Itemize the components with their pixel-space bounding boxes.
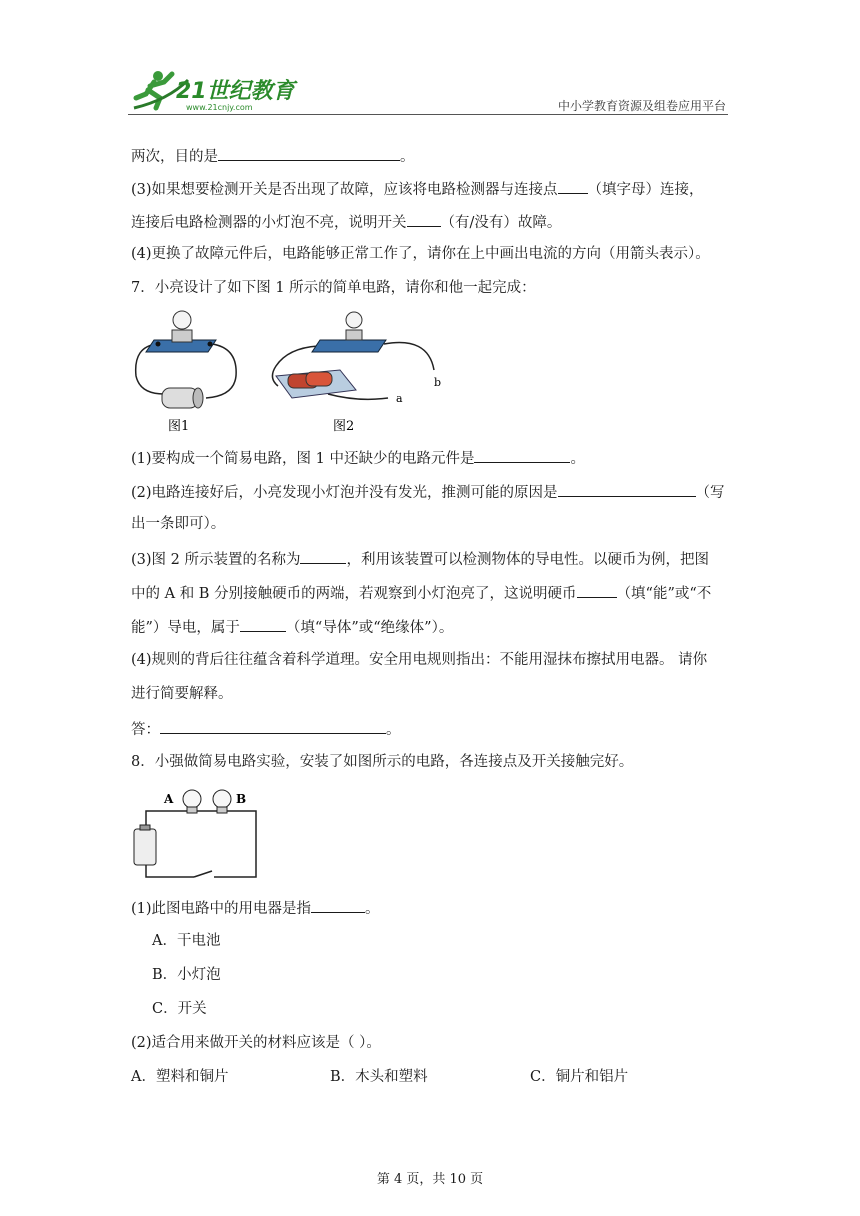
logo-text: 21世纪教育 — [176, 79, 295, 104]
q6-text: 连接后电路检测器的小灯泡不亮，说明开关 — [131, 215, 407, 231]
fig1-caption: 图1 — [168, 419, 190, 434]
fig2-label-a: a — [396, 392, 403, 405]
q6-text: （有/没有）故障。 — [440, 215, 562, 231]
q8-text: 。 — [365, 901, 380, 917]
q6-line2 — [131, 179, 704, 199]
q7-p3-line3 — [131, 617, 453, 637]
q8-choice-b[interactable]: B．木头和塑料 — [330, 1069, 428, 1085]
q6-text: (3)如果想要检测开关是否出现了故障，应该将电路检测器与连接点 — [131, 182, 558, 198]
q8-p1 — [131, 898, 380, 918]
q7-figure — [128, 306, 458, 438]
platform-name: 中小学教育资源及组卷应用平台 — [557, 99, 726, 113]
q8-circuit-figure — [128, 781, 263, 885]
page-header — [128, 68, 728, 116]
q7-title: 7．小亮设计了如下图 1 所示的简单电路，请你和他一起完成： — [131, 280, 536, 296]
q7-text: （写 — [695, 485, 725, 501]
answer-blank[interactable] — [474, 448, 570, 463]
q7-p4-cont: 进行简要解释。 — [131, 686, 233, 702]
q6-text: 。 — [400, 149, 415, 165]
q8-choice-a[interactable]: A．塑料和铜片 — [131, 1069, 229, 1085]
q7-text: (2)电路连接好后，小亮发现小灯泡并没有发光，推测可能的原因是 — [131, 485, 558, 501]
q7-text: 。 — [570, 451, 585, 467]
bulb-b-label: B — [236, 792, 247, 806]
q7-text: 中的 A 和 B 分别接触硬币的两端，若观察到小灯泡亮了，这说明硬币 — [131, 586, 577, 602]
answer-blank[interactable] — [558, 482, 696, 497]
q7-p3 — [131, 549, 709, 569]
answer-blank[interactable] — [558, 179, 588, 194]
q6-text: 两次，目的是 — [131, 149, 218, 165]
fig2-circuit — [272, 312, 434, 399]
q7-p3-line2 — [131, 583, 711, 603]
page-number: 第 4 页，共 10 页 — [376, 1172, 484, 1187]
q7-p2 — [131, 482, 725, 502]
q7-text: (3)图 2 所示装置的名称为 — [131, 552, 301, 568]
q7-p1 — [131, 448, 585, 468]
bulb-a-label: A — [164, 792, 174, 806]
q8-title: 8．小强做简易电路实验，安装了如图所示的电路，各连接点及开关接触完好。 — [131, 754, 634, 770]
answer-blank[interactable] — [311, 898, 365, 913]
answer-label: 答： — [131, 722, 160, 738]
q8-option-c[interactable]: C．开关 — [152, 1001, 207, 1017]
q8-p2: (2)适合用来做开关的材料应该是（ ）。 — [131, 1035, 381, 1051]
fig2-label-b: b — [434, 376, 442, 389]
q7-text: 能”）导电，属于 — [131, 620, 240, 636]
q7-text: ，利用该装置可以检测物体的导电性。以硬币为例，把图 — [346, 552, 709, 568]
answer-blank[interactable] — [240, 617, 286, 632]
q8-text: (1)此图电路中的用电器是指 — [131, 901, 312, 917]
q8-option-a[interactable]: A．干电池 — [152, 933, 221, 949]
header-divider — [128, 114, 728, 115]
q6-line4: (4)更换了故障元件后，电路能够正常工作了，请你在上中画出电流的方向（用箭头表示）。 — [131, 246, 710, 262]
q7-p2-cont: 出一条即可）。 — [131, 516, 226, 532]
q8-choice-c[interactable]: C．铜片和铝片 — [530, 1069, 629, 1085]
q7-text: 。 — [386, 722, 401, 738]
q7-text: （填“导体”或“绝缘体”）。 — [285, 620, 454, 636]
answer-blank[interactable] — [577, 583, 617, 598]
logo-url: www.21cnjy.com — [186, 103, 253, 112]
q7-p4: (4)规则的背后往往蕴含着科学道理。安全用电规则指出：不能用湿抹布擦拭用电器。 请你 — [131, 652, 708, 668]
q6-line1 — [131, 146, 415, 166]
answer-blank[interactable] — [300, 549, 346, 564]
q7-answer — [131, 719, 401, 739]
fig2-caption: 图2 — [333, 419, 355, 434]
logo — [128, 68, 298, 114]
fig1-circuit — [136, 311, 236, 408]
q6-line3 — [131, 212, 561, 232]
q7-text: （填“能”或“不 — [616, 586, 712, 602]
answer-blank[interactable] — [407, 212, 441, 227]
answer-blank[interactable] — [218, 146, 400, 161]
answer-blank[interactable] — [160, 719, 386, 734]
q6-text: （填字母）连接， — [587, 182, 704, 198]
q8-option-b[interactable]: B．小灯泡 — [152, 967, 221, 983]
q7-text: (1)要构成一个简易电路，图 1 中还缺少的电路元件是 — [131, 451, 475, 467]
